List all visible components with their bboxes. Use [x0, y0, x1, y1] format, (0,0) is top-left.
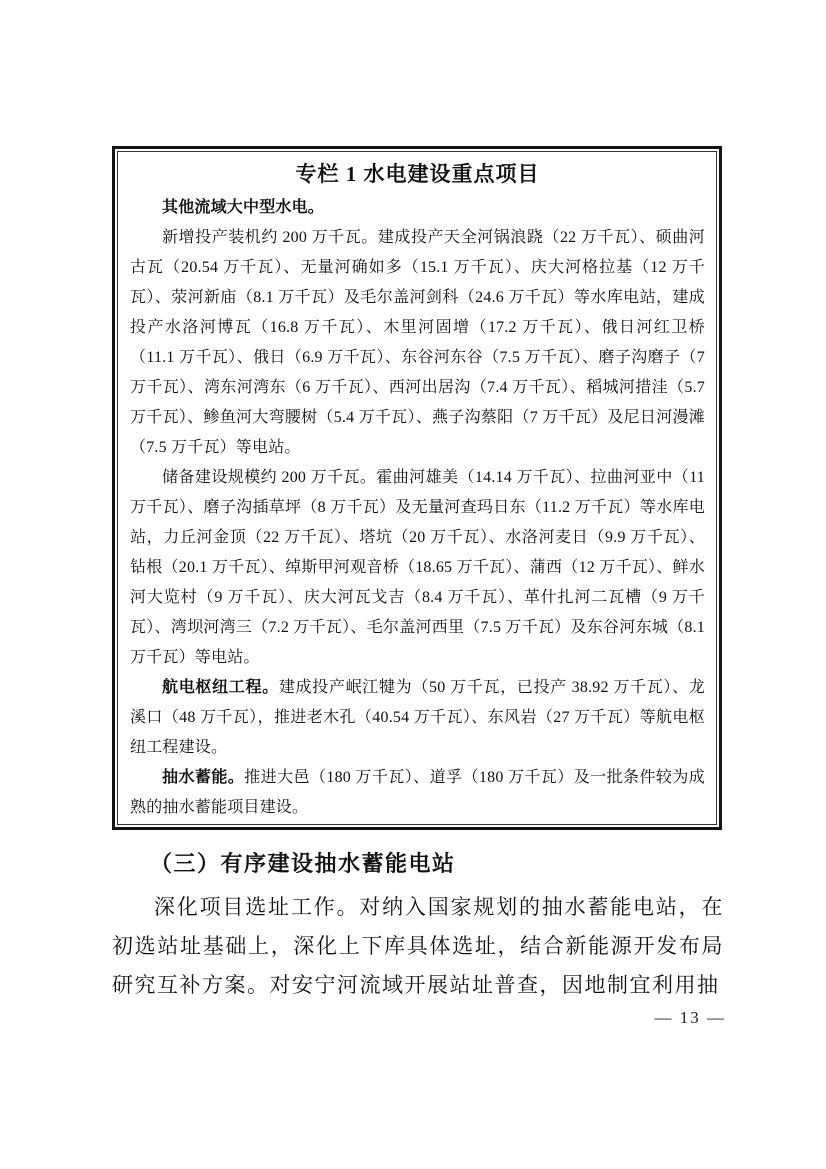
box-title: 专栏 1 水电建设重点项目	[295, 162, 540, 186]
box-paragraph-4-lead: 抽水蓄能。	[162, 769, 245, 786]
box-paragraph-3-lead: 航电枢纽工程。	[162, 679, 279, 696]
box-paragraph-lead-other-basins	[130, 193, 705, 223]
section-heading: （三）有序建设抽水蓄能电站	[150, 851, 456, 876]
box-paragraph-1-text: 新增投产装机约 200 万千瓦。建成投产天全河锅浪跷（22 万千瓦）、硕曲河古瓦（20.54 万千瓦）、无量河确如多（15.1 万千瓦）、庆大河格拉基（12 万千瓦）、荥河新庙（8.1 万千瓦）及毛尔盖河剑科（24.6 万千瓦）等水库电站，建成投产水洛河博瓦（16.8 万千瓦）、木里河固增（17.2 万千瓦）、俄日河红卫桥（11.1 万千瓦）、俄日（6.9 万千瓦）、东谷河东谷（7.5 万千瓦）、磨子沟磨子（7 万千瓦）、湾东河湾东（6 万千瓦）、西河出居沟（7.4 万千瓦）、稻城河措洼（5.7 万千瓦）、鲹鱼河大弯腰树（5.4 万千瓦）、燕子沟蔡阳（7 万千瓦）及尼日河漫滩（7.5 万千瓦）等电站。	[130, 229, 705, 456]
box-paragraph-3-text: 建成投产岷江犍为（50 万千瓦，已投产 38.92 万千瓦）、龙溪口（48 万千瓦），推进老木孔（40.54 万千瓦）、东风岩（27 万千瓦）等航电枢纽工程建设。	[130, 679, 706, 756]
box-paragraph-new-capacity	[130, 223, 705, 463]
box-paragraph-navigation-hub	[130, 673, 705, 763]
page-number: — 13 —	[654, 1008, 726, 1027]
box-paragraph-0-lead: 其他流域大中型水电。	[162, 199, 325, 216]
highlight-box-inner	[117, 151, 717, 825]
box-paragraph-reserve-capacity	[130, 463, 705, 673]
box-paragraph-pumped-storage	[130, 763, 705, 823]
box-paragraph-4-text: 推进大邑（180 万千瓦）、道孚（180 万千瓦）及一批条件较为成熟的抽水蓄能项目建设。	[130, 769, 705, 816]
highlight-box	[112, 146, 722, 830]
box-paragraph-2-text: 储备建设规模约 200 万千瓦。霍曲河雄美（14.14 万千瓦）、拉曲河亚中（11 万千瓦）、磨子沟插草坪（8 万千瓦）及无量河查玛日东（11.2 万千瓦）等水库电站，力丘河金顶（22 万千瓦）、塔坑（20 万千瓦）、水洛河麦日（9.9 万千瓦）、钻根（20.1 万千瓦）、绰斯甲河观音桥（18.65 万千瓦）、蒲西（12 万千瓦）、鲜水河大览村（9 万千瓦）、庆大河瓦戈吉（8.4 万千瓦）、革什扎河二瓦槽（9 万千瓦）、湾坝河湾三（7.2 万千瓦）、毛尔盖河西里（7.5 万千瓦）及东谷河东城（8.1 万千瓦）等电站。	[130, 469, 705, 666]
section-body-paragraph: 深化项目选址工作。对纳入国家规划的抽水蓄能电站，在初选站址基础上，深化上下库具体选址，结合新能源开发布局研究互补方案。对安宁河流域开展站址普查，因地制宜利用抽	[112, 895, 724, 997]
